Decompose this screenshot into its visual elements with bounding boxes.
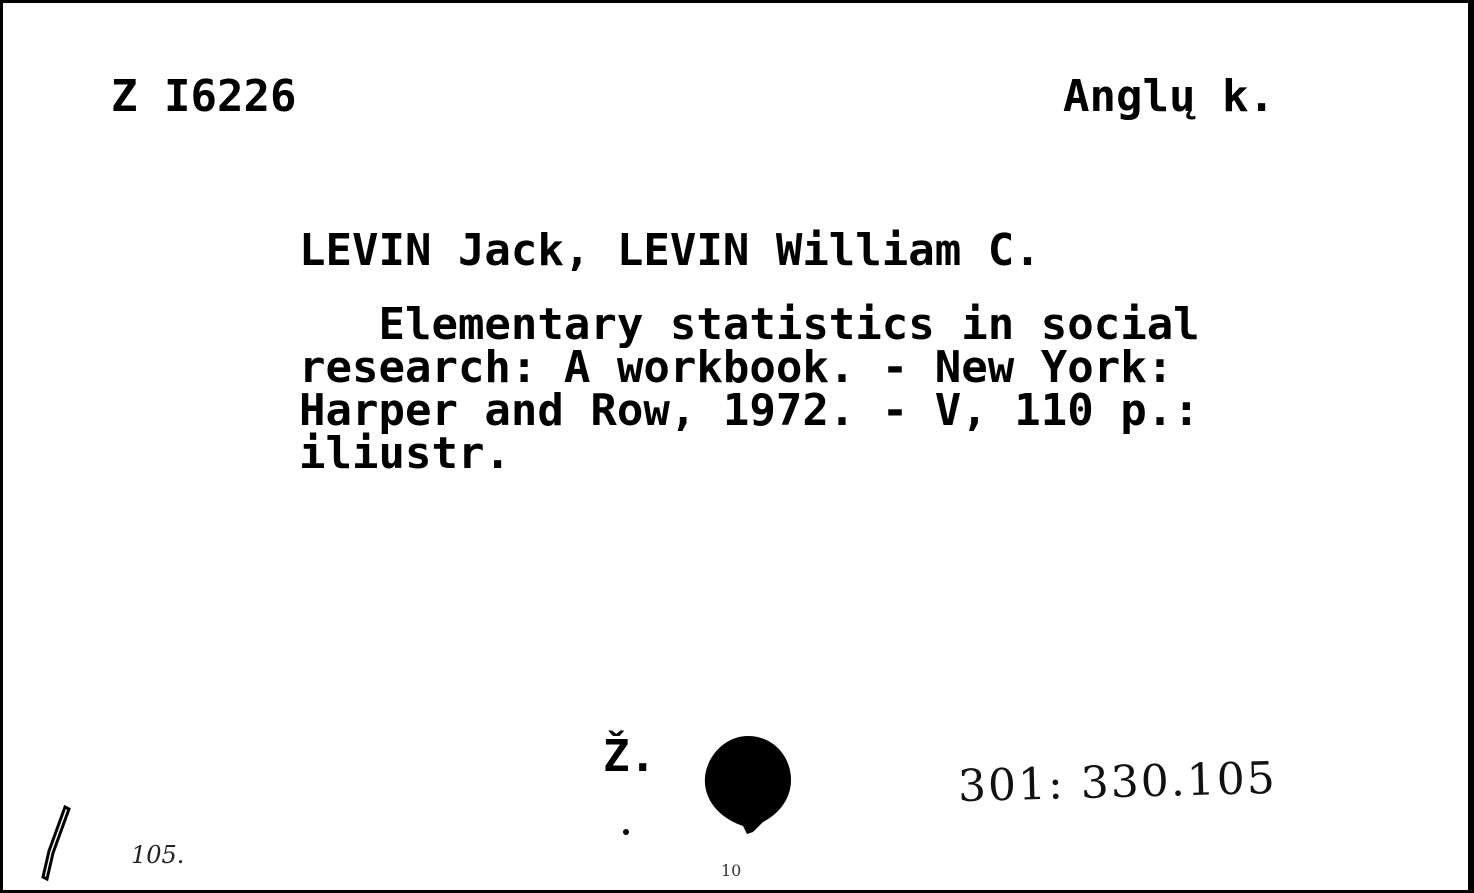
description-line: Harper and Row, 1972. - V, 110 p.: <box>299 385 1200 436</box>
pen-stroke-icon <box>31 803 81 883</box>
handwritten-note: 105. <box>131 841 185 869</box>
description-line: Elementary statistics in social <box>299 299 1200 350</box>
handwritten-classification: 301: 330.105 <box>957 752 1278 813</box>
bibliographic-description <box>299 299 1379 479</box>
punch-hole-icon <box>703 734 793 834</box>
language-label: Anglų k. <box>1063 71 1275 122</box>
description-line: iliustr. <box>299 428 511 479</box>
call-number: Z I6226 <box>111 71 297 122</box>
ink-dot <box>623 829 629 835</box>
handwritten-bottom-mark: 10 <box>721 861 742 880</box>
description-line: research: A workbook. - New York: <box>299 342 1174 393</box>
authors-heading: LEVIN Jack, LEVIN William C. <box>299 225 1041 276</box>
card-mark: Ž. <box>603 731 656 782</box>
